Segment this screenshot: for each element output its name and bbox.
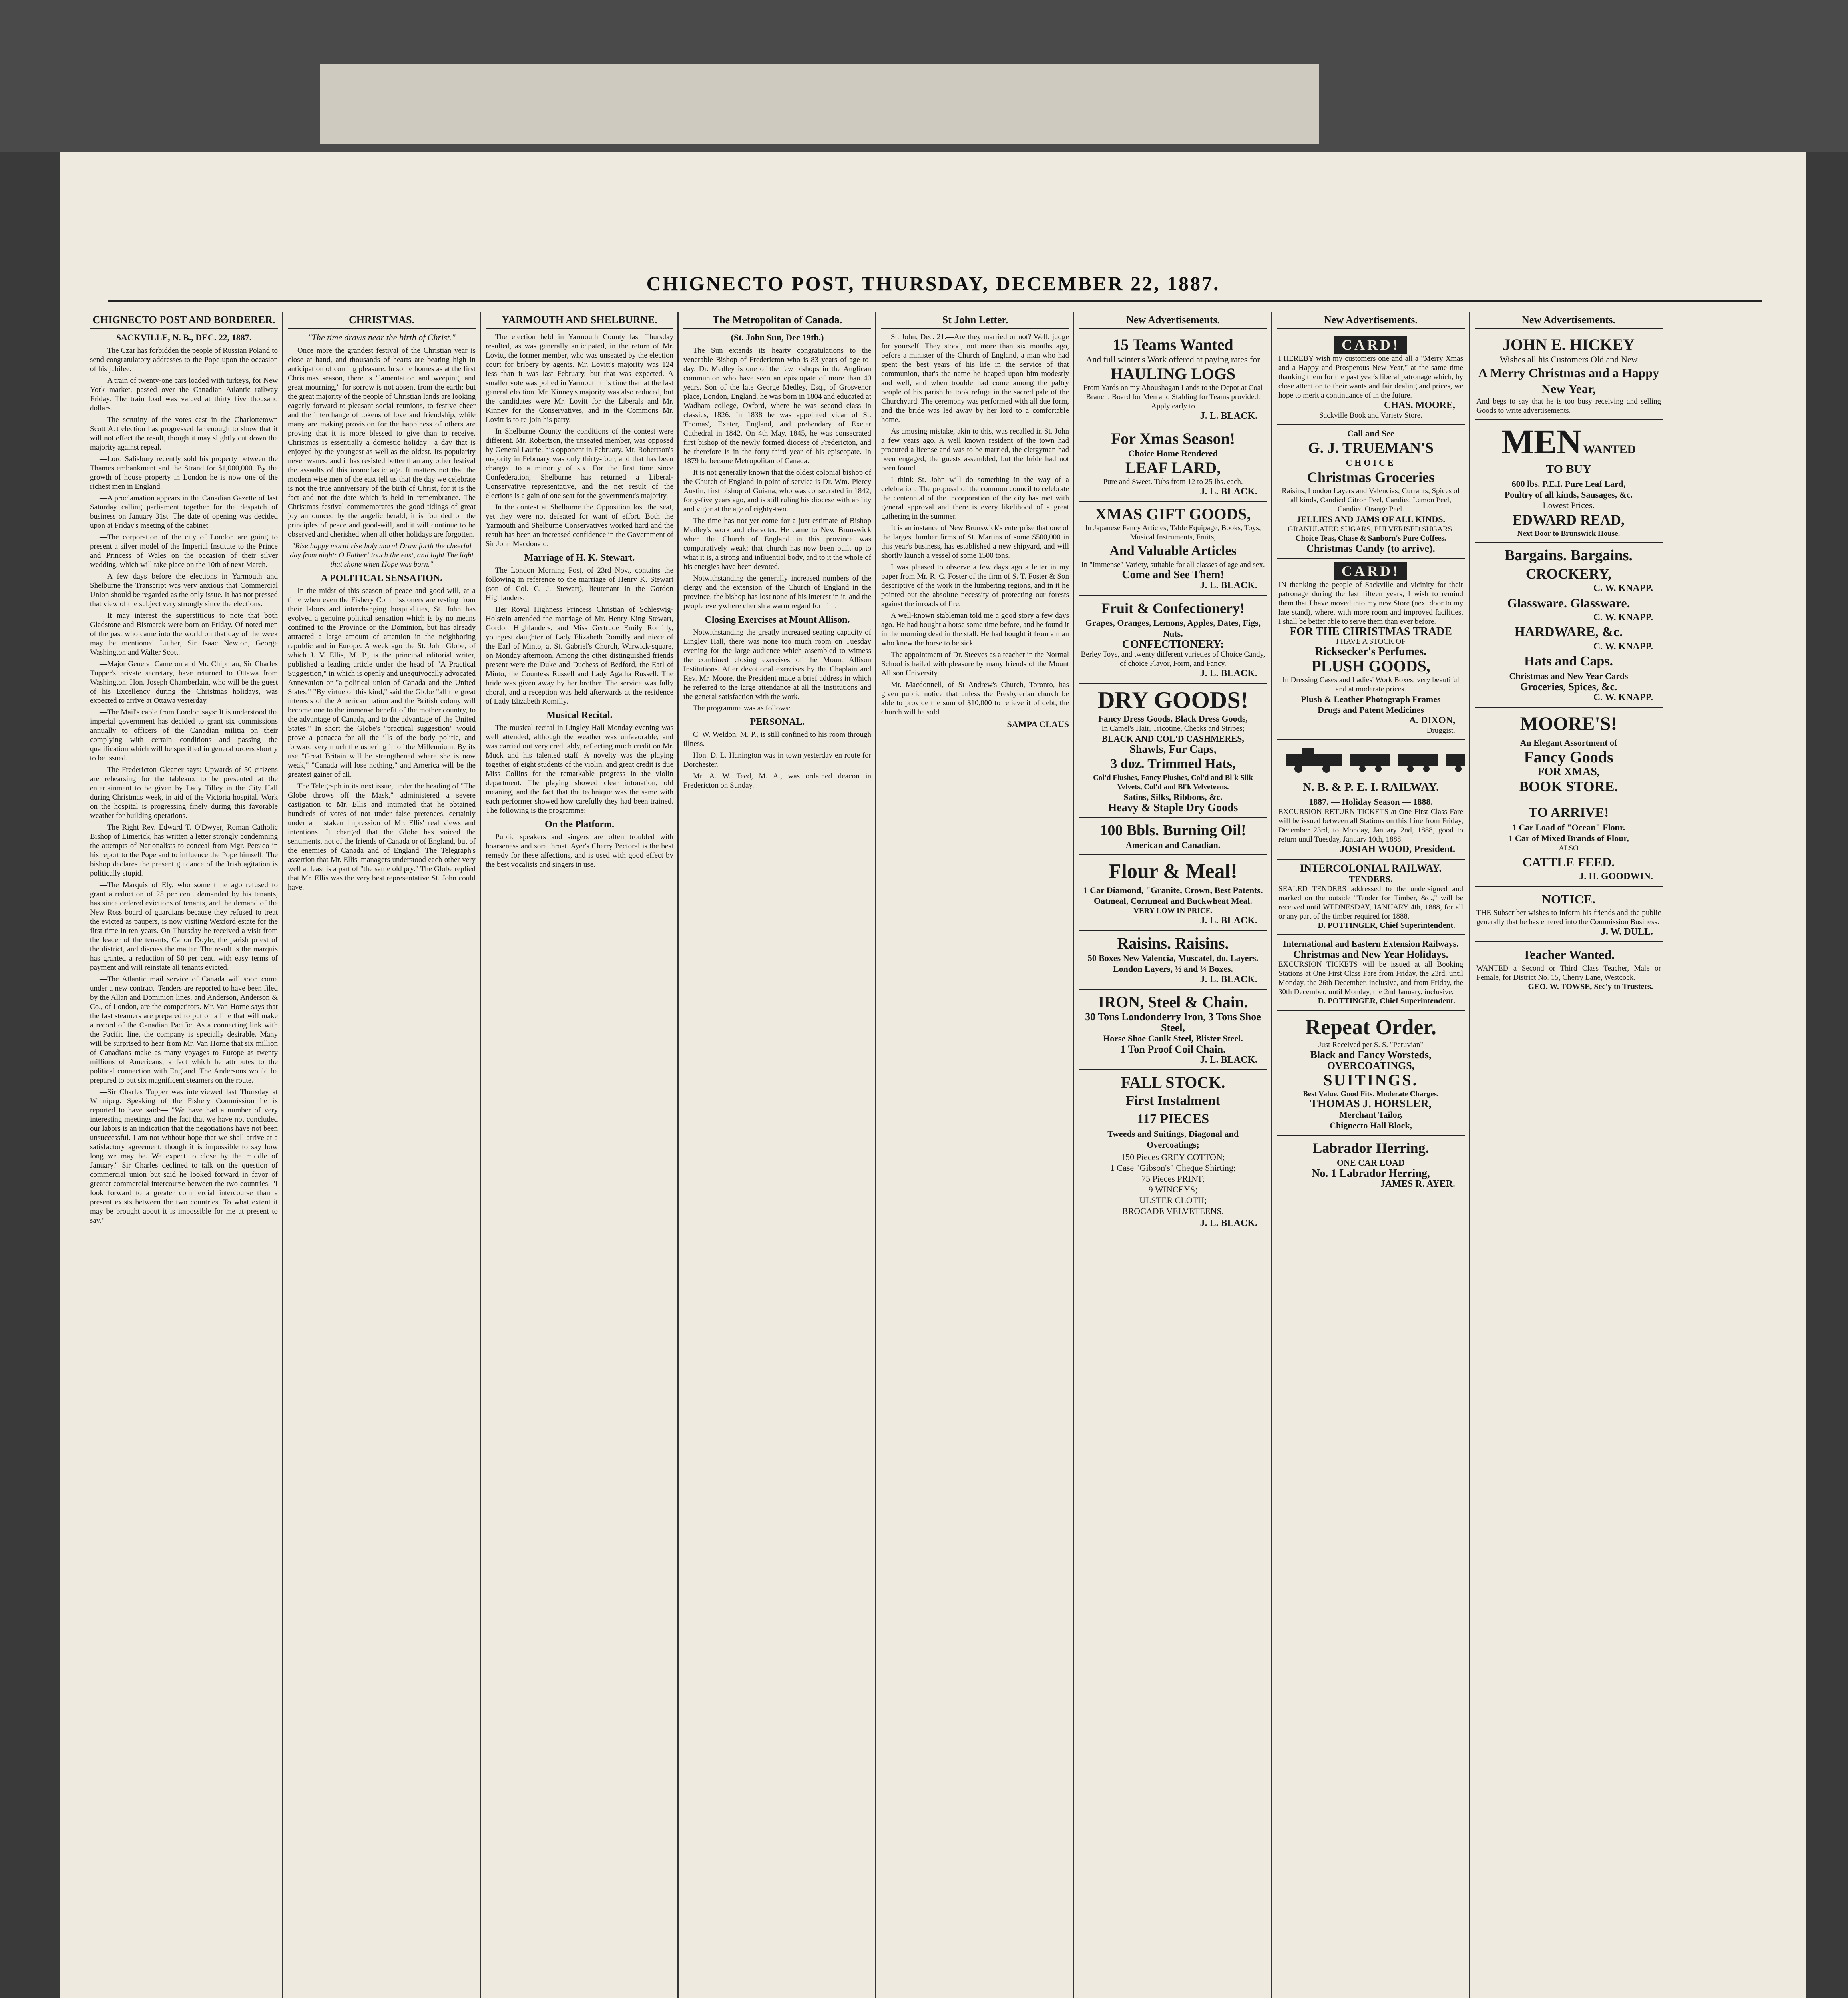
article-heading: On the Platform. bbox=[545, 819, 614, 830]
column-3-heading: YARMOUTH AND SHELBURNE. bbox=[486, 312, 673, 329]
column-4-heading: The Metropolitan of Canada. bbox=[683, 312, 871, 329]
article-heading: Marriage of H. K. Stewart. bbox=[524, 553, 635, 563]
article-heading: Musical Recital. bbox=[546, 710, 613, 720]
newspaper-page bbox=[60, 152, 1806, 1998]
list-item: ULSTER CLOTH; bbox=[1139, 1195, 1207, 1205]
column-rule bbox=[1073, 312, 1074, 1998]
article-paragraph: The Telegraph in its next issue, under the heading of "The Globe throws off the Mask," administered a severe castigation to Mr. Ellis and intimated that he obtained hundreds of votes of not under false pretences, certainly under a mistaken impression of Mr. Ellis' real views and intentions. It charged that the Globe has voiced the sentiments, not of the friends of Canada or of England, but of the enemies of Canada and of England. The Telegraph's assertion that Mr. Ellis' managers understood each other very well at least is a part of "the same old pry." The Globe replied that Mr. Ellis was the very best representative St. John could have. bbox=[288, 782, 476, 892]
ad-teacher-wanted: Teacher Wanted. WANTED a Second or Third Class Teacher, Male or Female, for District No. 15, Cherry Lane, Westcock. GEO. W. TOWSE, Sec'y to Trustees. bbox=[1476, 947, 1661, 991]
column-5 bbox=[881, 312, 1069, 1998]
article-paragraph: The Sun extends its hearty congratulations to the venerable Bishop of Fredericton who is 83 years of age to-day. Dr. Medley is one of the few bishops in the Anglican communion who have seen an episcopate of more than 40 years. Son of the late George Medley, Esq., of Grosvenor place, London, England, he was born in 1804 and educated at Wadham college, Oxford, where he was second class in classics, 1826. In 1838 he was appointed vicar of St. Thomas', Exeter, England, and prebendary of Exeter Cathedral in 1842. On 4th May, 1845, he was consecrated first bishop of the newly formed diocese of Fredericton, and he therefore is in the forty-third year of his episcopate. In 1879 he became Metropolitan of Canada. bbox=[683, 346, 871, 465]
article-paragraph: In Shelburne County the conditions of the contest were different. Mr. Robertson, the unseated member, was opposed by General Laurie, his opponent in February. Mr. Robertson's majority in February was only thirty-four, and that has been changed to a minority of six. For the first time since Confederation, Shelburne has returned a Liberal-Conservative representative, and the net result of the elections is a gain of one seat for the government's majority. bbox=[486, 427, 673, 500]
article-paragraph: A well-known stableman told me a good story a few days ago. He had bought a horse some time before, and he found it in the morning dead in the stall. He had bought it from a man who knew the horse to be sick. bbox=[881, 611, 1069, 647]
column-6-heading: New Advertisements. bbox=[1079, 312, 1267, 329]
ad-iron-steel: IRON, Steel & Chain. 30 Tons Londonderry Iron, 3 Tons Shoe Steel, Horse Shoe Caulk Steel, Blister Steel. 1 Ton Proof Coil Chain. J. L. BLACK. bbox=[1079, 990, 1267, 1070]
news-item: —Major General Cameron and Mr. Chipman, Sir Charles Tupper's private secretary, have returned to Ottawa from Washington. Hon. Joseph Chamberlain, who will be the guest of his Excellency during the Christmas holidays, was expected to arrive at Ottawa yesterday. bbox=[90, 660, 278, 705]
ad-labrador-herring: Labrador Herring. ONE CAR LOAD No. 1 Labrador Herring, JAMES R. AYER. bbox=[1312, 1140, 1455, 1189]
ad-extension-railways: International and Eastern Extension Railways. Christmas and New Year Holidays. EXCURSION TICKETS will be issued at all Booking Stations at One First Class Fare from Friday, the 23rd, until Monday, the 26th December, inclusive, and from Friday, the 30th December, until Monday, the 2nd January, inclusive. D. POTTINGER, Chief Superintendent. bbox=[1277, 935, 1465, 1011]
ad-fruit: Fruit & Confectionery! Grapes, Oranges, Lemons, Apples, Dates, Figs, Nuts. CONFECTIONERY: Berley Toys, and twenty different varieties of Choice Candy, of choice Flavor, Form, and Fancy. J. L. BLACK. bbox=[1079, 596, 1267, 684]
personal-item: C. W. Weldon, M. P., is still confined to his room through illness. bbox=[683, 730, 871, 748]
fall-stock-list bbox=[1081, 1152, 1265, 1216]
article-paragraph: The programme was as follows: bbox=[693, 704, 791, 712]
news-item: —It may interest the superstitious to note that both Gladstone and Bismarck were born on Friday. Of noted men of the past who came into the world on that day of the week may be mentioned Luther, Sir Isaac Newton, George Washington and Walter Scott. bbox=[90, 611, 278, 657]
article-paragraph: I think St. John will do something in the way of a celebration. The proposal of the common council to celebrate the centennial of the incorporation of the city has met with general approval and there is every likelihood of a great gathering in the summer. bbox=[881, 476, 1069, 521]
article-paragraph: The London Morning Post, of 23rd Nov., contains the following in reference to the marriage of Henry K. Stewart (son of Col. C. J. Stewart), lieutenant in the Gordon Highlanders: bbox=[486, 566, 673, 602]
ad-fall-stock: FALL STOCK. First Instalment 117 PIECES Tweeds and Suitings, Diagonal and Overcoatings; 150 Pieces GREY COTTON; 1 Case "Gibson's" Cheque Shirting; 75 Pieces PRINT; 9 WINCEYS; ULSTER CLOTH; BROCADE VELVETEENS. J. L. BLACK. bbox=[1079, 1070, 1267, 1233]
article-paragraph: The appointment of Dr. Steeves as a teacher in the Normal School is hailed with pleasure by many friends of the Mount Allison University. bbox=[881, 651, 1069, 677]
article-paragraph: In the contest at Shelburne the Opposition lost the seat, yet they were not defeated for want of effort. Both the Yarmouth and Shelburne Conservatives worked hard and the result has been an increased confidence in the Government of Sir John Macdonald. bbox=[486, 503, 673, 548]
ad-knapp-bargains: Bargains. Bargains. CROCKERY, C. W. KNAPP. Glassware. Glassware. C. W. KNAPP. HARDWARE, &c. C. W. KNAPP. Hats and Caps. Christmas and New Year Cards Groceries, Spices, &c. C. W. KNAPP. bbox=[1475, 543, 1663, 708]
column-5-heading: St John Letter. bbox=[881, 312, 1069, 329]
column-rule bbox=[1469, 312, 1470, 1998]
ad-hickey: JOHN E. HICKEY Wishes all his Customers Old and New A Merry Christmas and a Happy New Year, And begs to say that he is too busy receiving and selling Goods to write advertisements. bbox=[1475, 332, 1663, 420]
article-paragraph: Public speakers and singers are often troubled with hoarseness and sore throat. Ayer's Cherry Pectoral is the best remedy for these affections, and is used with good effect by the best vocalists and singers in use. bbox=[486, 833, 673, 869]
dateline: (St. John Sun, Dec 19th.) bbox=[731, 332, 824, 342]
column-2 bbox=[288, 312, 476, 1998]
column-rule bbox=[677, 312, 679, 1998]
article-paragraph: It is an instance of New Brunswick's enterprise that one of the largest lumber firms of St. Martins of some $500,000 in this year's business, has established a new shipyard, and will shortly launch a vessel of some 1500 tons. bbox=[881, 524, 1069, 560]
column-rule bbox=[1271, 312, 1272, 1998]
column-4 bbox=[683, 312, 871, 1998]
personal-item: Mr. A. W. Teed, M. A., was ordained deacon in Fredericton on Sunday. bbox=[683, 772, 871, 790]
list-item: 75 Pieces PRINT; bbox=[1141, 1174, 1205, 1184]
ad-nb-pei-railway: N. B. & P. E. I. RAILWAY. 1887. — Holiday Season — 1888. EXCURSION RETURN TICKETS at One First Class Fare will be issued between all Stations on this Line from Friday, December 23rd, to Monday, January 2nd, 1888, good to return until Tuesday, January 10th, 1888. JOSIAH WOOD, President. bbox=[1277, 740, 1465, 860]
news-item: —The Atlantic mail service of Canada will soon come under a new contract. Tenders are reported to have been filed by the Allan and Dominion lines, and Anderson, Anderson & Co., of London, are the competitors. Mr. Van Horne says that the fast steamers are prepared to put on a line that will make a record of the Canadian Pacific. As a connecting link with the Pacific line, the company is specially desirable. Many will be surprised to hear from Mr. Van Horne that six million of Canadians make as many voyages to Europe as twenty millions of Americans; a fact which he attributes to the political connection with England. The Andersons would be prepared to put six magnificent steamers on the route. bbox=[90, 975, 278, 1085]
article-paragraph: It is not generally known that the oldest colonial bishop of the Church of England in point of service is Dr. Wm. Piercy Austin, first bishop of Guiana, who was consecrated in 1842, forty-five years ago, and is still ruling his diocese with ability and vigor at the age of eighty-two. bbox=[683, 468, 871, 513]
article-paragraph: I was pleased to observe a few days ago a letter in my paper from Mr. R. C. Foster of the firm of S. T. Foster & Son descriptive of the work in the lumbering regions, and in it he pointed out the absolute necessity of protecting our forests against the inroads of fire. bbox=[881, 563, 1069, 608]
article-paragraph: St. John, Dec. 21.—Are they married or not? Well, judge for yourself. They stood, not more than six months ago, before a minister of the Church of England, a man who had spent the best years of his life in the service of that communion, that's the name he heaped upon him modestly and well, and when trouble had come among the paltry people of his parish he took refuge in the sacred pale of the Churchyard. The ceremony was performed with all due form, and the bride was led away by her lord to a comfortable home. bbox=[881, 333, 1069, 424]
news-item: —Sir Charles Tupper was interviewed last Thursday at Winnipeg. Speaking of the Fishery Commission he is reported to have said:— "We have had a number of very interesting meetings and the fact that we have not concluded our labors is an indication that the negotiations have not been unsuccessful. I am not without hope that we shall arrive at a satisfactory agreement, though it is impossible to say how long we may be. We expect to close by the middle of January." Sir Charles declined to talk on the question of commercial union but said he looked forward in favor of greater commercial intercourse between the two countries. "I look forward to a greater commercial intercourse than a present exists between the two countries. To what extent it may be brought about it is impossible for me at present to say." bbox=[90, 1088, 278, 1225]
epigraph: "The time draws near the birth of Christ." bbox=[308, 332, 456, 342]
article-paragraph: The time has not yet come for a just estimate of Bishop Medley's work and character. He came to New Brunswick when the Church of England in this province was comparatively weak; that church has now been built up to what it is, a strong and influential body, and to it the whole of his energies have been devoted. bbox=[683, 517, 871, 571]
masthead: CHIGNECTO POST, THURSDAY, DECEMBER 22, 1887. bbox=[646, 272, 1220, 295]
ad-repeat-order: Repeat Order. Just Received per S. S. "Peruvian" Black and Fancy Worsteds, OVERCOATINGS, SUITINGS. Best Value. Good Fits. Moderate Charges. THOMAS J. HORSLER, Merchant Tailor, Chignecto Hall Block, bbox=[1277, 1011, 1465, 1136]
news-item: —The Right Rev. Edward T. O'Dwyer, Roman Catholic Bishop of Limerick, has written a letter strongly condemning the attempts of Nationalists to conceal from Mgr. Persico in his report to the Pope and to influence the Pope himself. The bishop declares the present guidance of the Irish agitation is politically stupid. bbox=[90, 823, 278, 878]
article-paragraph: Mr. Macdonnell, of St Andrew's Church, Toronto, has given public notice that unless the Presbyterian church be able to provide the sum of $10,000 to relieve it of debt, the church will be sold. bbox=[881, 681, 1069, 716]
ad-dry-goods: DRY GOODS! Fancy Dress Goods, Black Dress Goods, In Camel's Hair, Tricotine, Checks and Stripes; BLACK AND COL'D CASHMERES, Shawls, Fur Caps, 3 doz. Trimmed Hats, Col'd Flushes, Fancy Plushes, Col'd and Bl'k Silk Velvets, Col'd and Bl'k Velveteens. Satins, Silks, Ribbons, &c. Heavy & Staple Dry Goods bbox=[1079, 684, 1267, 818]
column-rule bbox=[875, 312, 876, 1998]
ad-raisins: Raisins. Raisins. 50 Boxes New Valencia, Muscatel, do. Layers. London Layers, ½ and ¼ Boxes. J. L. BLACK. bbox=[1079, 931, 1267, 990]
ad-xmas-lard: For Xmas Season! Choice Home Rendered LEAF LARD, Pure and Sweet. Tubs from 12 to 25 lbs. each. J. L. BLACK. bbox=[1079, 426, 1267, 502]
news-item: —The Czar has forbidden the people of Russian Poland to send congratulatory addresses to the Pope upon the occasion of his jubilee. bbox=[90, 346, 278, 373]
article-heading: A POLITICAL SENSATION. bbox=[321, 573, 443, 583]
torn-paper-scrap bbox=[320, 64, 1319, 144]
ad-trueman-groceries: Call and See G. J. TRUEMAN'S CHOICE Christmas Groceries Raisins, London Layers and Valencias; Currants, Spices of all kinds, Candied Citron Peel, Candied Lemon Peel, Candied Orange Peel. JELLIES AND JAMS OF ALL KINDS. GRANULATED SUGARS, PULVERISED SUGARS. Choice Teas, Chase & Sanborn's Pure Coffees. Christmas Candy (to arrive). bbox=[1277, 425, 1465, 559]
ad-notice: NOTICE. THE Subscriber wishes to inform his friends and the public generally that he has entered into the Commission Business. J. W. DULL. bbox=[1475, 887, 1663, 942]
column-8 bbox=[1475, 312, 1663, 1998]
article-paragraph: Once more the grandest festival of the Christian year is close at hand, and thousands of hearts are beating high in anticipation of coming pleasure. In some homes as at the first Christmas season, there is "lamentation and weeping, and great mourning," for sorrow is not absent from the earth; but the great majority of the people of Christian lands are looking eagerly forward to pleasant social reunions, to festive cheer and the interchange of tokens of love and friendship, while many are making provision for the happiness of others are proving that it is more blessed to give than to receive. Christmas is essentially a domestic holiday—a day that is enjoyed by the youngest as well as the oldest. Its popularity never wanes, and it has resisted better than any other festival the assaults of this iconoclastic age. It matters not that the modern wise men of the east tell us that the day we celebrate is not the true anniversary of the birth of Christ, for it is the fact and not the date which is held in remembrance. The Christmas festival commemorates the good tidings of great joy announced by the angelic herald; it is founded on the principles of peace and good-will, and it will continue to be observed and cherished when all other holidays are forgotten. bbox=[288, 346, 476, 539]
news-item: —The scrutiny of the votes cast in the Charlottetown Scott Act election has progressed far enough to show that it will not effect the result, though it may slightly cut down the majority against repeal. bbox=[90, 416, 278, 452]
ad-card-moore: CARD! I HEREBY wish my customers one and all a "Merry Xmas and a Happy and Prosperous New Year," at the same time thanking them for the past year's liberal patronage which, by close attention to their wants and fair dealing and prices, we hope to merit a continuance of in the future. CHAS. MOORE, Sackville Book and Variety Store. bbox=[1277, 332, 1465, 425]
article-paragraph: In the midst of this season of peace and good-will, at a time when even the Fishery Commissioners are resting from their labors and interchanging hospitalities, St. John has evolved a genuine political sensation which is by no means confined to the Province or the Dominion, but has already attracted a large amount of attention in the neighboring republic and in Europe. A week ago the St. John Globe, of which J. V. Ellis, M. P., is the principal editorial writer, published a leading article under the head of "A Practical Suggestion," in which is openly and unequivocally advocated Annexation or "a political union of Canada and the United States." "By virtue of this kind," said the Globe "all the great interests of the American nation and the British colony will become one to the immense benefit of the mother country, to the advantage of Canada, and to the advantage of the United States." In short the Globe's "practical suggestion" would prove a panacea for all the ills of the body politic, and forward very much the ushering in of the Millennium. By its use "Great Britain will be strengthened where she is now weak," "Canada will lose nothing," and America will be the greatest gainer of all. bbox=[288, 587, 476, 779]
column-1-heading: CHIGNECTO POST AND BORDERER. bbox=[90, 312, 278, 329]
article-paragraph: The musical recital in Lingley Hall Monday evening was well attended, although the weather was unfavorable, and was carried out very creditably, reflecting much credit on Mr. Muck and his talented staff. A novelty was the playing together of eight students of the violin, and great credit is due Miss Collins for the remarkable progress in the violin department. The playing showed clear intonation, old meaning, and the fact that the technique was the same with each performer showed how carefully they had been trained. The following is the programme: bbox=[486, 724, 673, 815]
masthead-rule bbox=[108, 300, 1762, 302]
column-rule bbox=[480, 312, 481, 1998]
column-6 bbox=[1079, 312, 1267, 1998]
ad-to-arrive: TO ARRIVE! 1 Car Load of "Ocean" Flour. 1 Car of Mixed Brands of Flour, ALSO CATTLE FEED. J. H. GOODWIN. bbox=[1475, 800, 1663, 887]
column-8-heading: New Advertisements. bbox=[1475, 312, 1663, 329]
article-paragraph: The election held in Yarmouth County last Thursday resulted, as was generally anticipated, in the return of Mr. Lovitt, the former member, who was unseated by the election court for bribery by agents. Mr. Lovitt's majority was 124 less than it was last February, but that was expected. A smaller vote was polled in Yarmouth this time than at the last general election. Mr. Kinney's majority was also reduced, but the candidates were Mr. Lovitt for the Liberals and Mr. Kinney for the Conservatives, and in the Commons Mr. Lovitt is to re-join his party. bbox=[486, 333, 673, 424]
ad-moores: MOORE'S! An Elegant Assortment of Fancy Goods FOR XMAS, BOOK STORE. bbox=[1475, 708, 1663, 800]
locomotive-icon bbox=[1278, 746, 1465, 774]
news-item: —The Fredericton Gleaner says: Upwards of 50 citizens are rehearsing for the tableaux to be presented at the entertainment to be given by Lady Tilley in the City Hall during Christmas week, in aid of the Victoria hospital. Work on the hospital is progressing finely during this favorable weather for building operations. bbox=[90, 766, 278, 820]
article-paragraph: Notwithstanding the greatly increased seating capacity of Lingley Hall, there was none too much room on Tuesday evening for the large audience which assembled to witness the combined closing exercises of the Mount Allison Institutions. After devotional exercises by the Chaplain and Rev. Mr. Moore, the President made a brief address in which he referred to the large attendance at all the Institutions and the general satisfaction with the work. bbox=[683, 628, 871, 701]
article-heading: PERSONAL. bbox=[750, 717, 805, 727]
letter-signature: SAMPA CLAUS bbox=[1007, 719, 1069, 729]
news-item: —The Mail's cable from London says: It is understood the imperial government has decided to grant six commissions annually to officers of the Canadian militia on their complying with certain conditions and passing the qualification which will be specified in general orders shortly to be issued. bbox=[90, 708, 278, 762]
column-3 bbox=[486, 312, 673, 1998]
column-7 bbox=[1277, 312, 1465, 1998]
news-item: —The corporation of the city of London are going to present a silver model of the Imperial Institute to the Prince and Princess of Wales on the occasion of their silver wedding, which will take place on the 10th of next March. bbox=[90, 533, 278, 569]
column-rule bbox=[282, 312, 283, 1998]
ad-teams-wanted: 15 Teams Wanted And full winter's Work offered at paying rates for HAULING LOGS From Yards on my Aboushagan Lands to the Depot at Coal Branch. Board for Men and Stabling for Teams provided. Apply early to J. L. BLACK. bbox=[1079, 332, 1267, 426]
ad-xmas-gifts: XMAS GIFT GOODS, In Japanese Fancy Articles, Table Equipage, Books, Toys, Musical Instruments, Fruits, And Valuable Articles In "Immense" Variety, suitable for all classes of age and sex. Come and See Them! J. L. BLACK. bbox=[1079, 502, 1267, 596]
article-paragraph: Her Royal Highness Princess Christian of Schleswig-Holstein attended the marriage of Mr. Henry King Stewart, Gordon Highlanders, and Miss Gertrude Emily Romilly, youngest daughter of Lady Elizabeth Romilly and niece of the Earl of Minto, at St. Gabriel's Church, Warwick-square, on Monday afternoon. Among the other distinguished friends present were the Duke and Duchess of Bedford, the Earl of Minto, the Countess Russell and Lady Agatha Russell. The bride was given away by her brother. The service was fully choral, and a reception was held afterwards at the residence of Lady Elizabeth Romilly. bbox=[486, 605, 673, 706]
news-item: —A few days before the elections in Yarmouth and Shelburne the Transcript was very anxious that Commercial Union should be regarded as the only issue. It has not pressed that view of the subject very strongly since the elections. bbox=[90, 572, 278, 608]
dateline: SACKVILLE, N. B., DEC. 22, 1887. bbox=[116, 332, 252, 342]
poem-quote: "Rise happy morn! rise holy morn! Draw forth the cheerful day from night: O Father! touch the east, and light The light that shone when Hope was born." bbox=[290, 542, 474, 569]
article-heading: Closing Exercises at Mount Allison. bbox=[705, 615, 850, 625]
column-1 bbox=[90, 312, 278, 1998]
news-item: —Lord Salisbury recently sold his property between the Thames embankment and the Strand for $1,000,000. By the growth of house property in London he is now one of the richest men in England. bbox=[90, 455, 278, 491]
column-2-heading: CHRISTMAS. bbox=[288, 312, 476, 329]
article-paragraph: As amusing mistake, akin to this, was recalled in St. John a few years ago. A well known resident of the town had procured a license and was to be married, the clergyman had been engaged, the guests assembled, but the bride had not been found. bbox=[881, 427, 1069, 472]
article-paragraph: Notwithstanding the generally increased numbers of the clergy and the extension of the Church of England in the province, the bishop has lost none of his interest in it, and the people everywhere cherish a warm regard for him. bbox=[683, 574, 871, 610]
ad-card-dixon: CARD! IN thanking the people of Sackville and vicinity for their patronage during the last fifteen years, I wish to remind them that I have moved into my new Store (next door to my late stand), where, with more room and improved facilities, I shall be better able to serve them than ever before. FOR THE CHRISTMAS TRADE I HAVE A STOCK OF Ricksecker's Perfumes. PLUSH GOODS, In Dressing Cases and Ladies' Work Boxes, very beautiful and at moderate prices. Plush & Leather Photograph Frames Drugs and Patent Medicines A. DIXON, Druggist. bbox=[1277, 559, 1465, 740]
ad-burning-oil: 100 Bbls. Burning Oil! American and Canadian. bbox=[1079, 818, 1267, 855]
list-item: 150 Pieces GREY COTTON; bbox=[1121, 1152, 1225, 1162]
news-item: —The Marquis of Ely, who some time ago refused to grant a reduction of 25 per cent. demanded by his tenants, has since ordered evictions of tenants, and the demand of the New Ross board of guardians because they refused to treat the evicted as paupers, is now visiting Wexford estate for the first time in ten years. On Thursday he received a visit from the leader of the tenants, Canon Doyle, the parish priest of the district, and discuss the matter. The result is the marquis has granted a reduction of 50 per cent. with easy terms of payment and will reinstate all tenants evicted. bbox=[90, 881, 278, 972]
column-7-heading: New Advertisements. bbox=[1277, 312, 1465, 329]
ad-flour-meal: Flour & Meal! 1 Car Diamond, "Granite, Crown, Best Patents. Oatmeal, Cornmeal and Buckwheat Meal. VERY LOW IN PRICE. J. L. BLACK. bbox=[1079, 855, 1267, 931]
list-item: BROCADE VELVETEENS. bbox=[1122, 1206, 1224, 1216]
news-item: —A train of twenty-one cars loaded with turkeys, for New York market, passed over the Canadian Atlantic railway Friday. The train load was valued at thirty five thousand dollars. bbox=[90, 376, 278, 412]
personal-item: Hon. D. L. Hanington was in town yesterday en route for Dorchester. bbox=[683, 751, 871, 769]
ad-men-wanted: MEN WANTED TO BUY 600 lbs. P.E.I. Pure Leaf Lard, Poultry of all kinds, Sausages, &c. Lowest Prices. EDWARD READ, Next Door to Brunswick House. bbox=[1475, 420, 1663, 543]
list-item: 9 WINCEYS; bbox=[1148, 1184, 1198, 1194]
news-item: —A proclamation appears in the Canadian Gazette of last Saturday calling parliament together for the despatch of business on January 31st. The date of opening was decided upon at Friday's meeting of the cabinet. bbox=[90, 494, 278, 530]
list-item: 1 Case "Gibson's" Cheque Shirting; bbox=[1110, 1163, 1236, 1173]
ad-intercolonial-railway: INTERCOLONIAL RAILWAY. TENDERS. SEALED TENDERS addressed to the undersigned and marked on the outside "Tender for Timber, &c.," will be received until WEDNESDAY, JANUARY 4th, 1888, for all or any part of the timber required for 1888. D. POTTINGER, Chief Superintendent. bbox=[1277, 860, 1465, 935]
